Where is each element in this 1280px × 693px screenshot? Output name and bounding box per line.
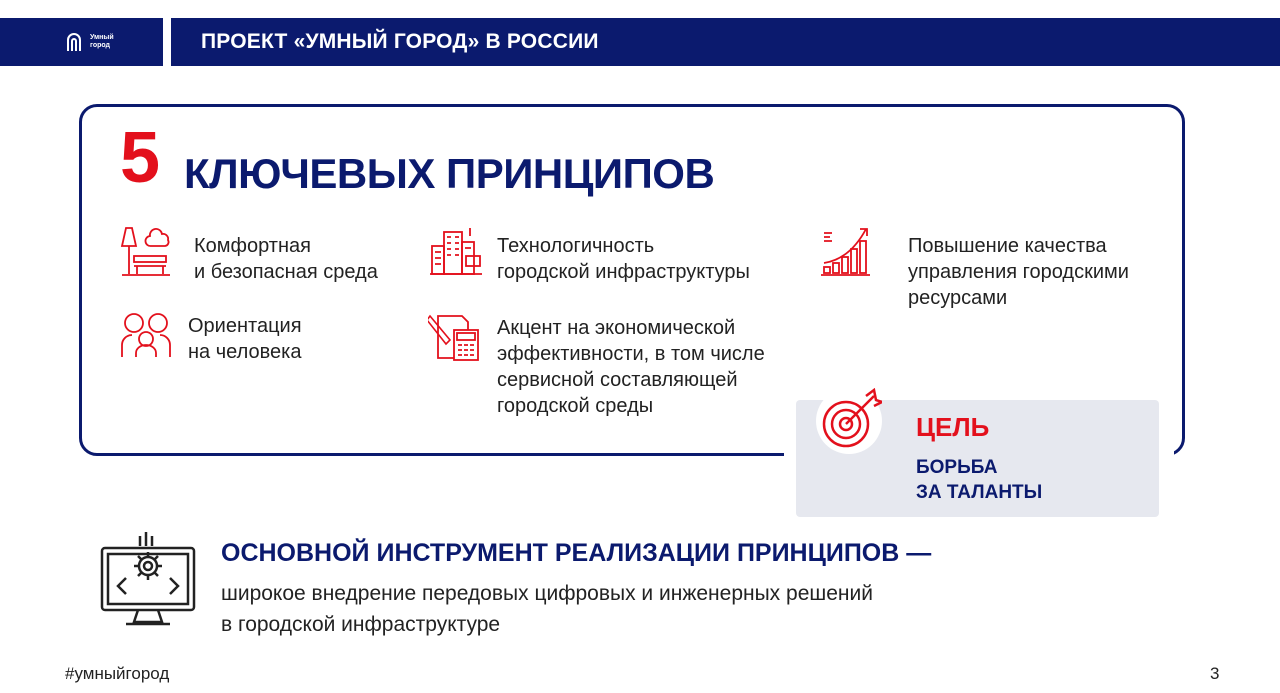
principle-line: управления городскими — [908, 261, 1129, 283]
computer-gear-icon — [98, 530, 198, 630]
page-title: ПРОЕКТ «УМНЫЙ ГОРОД» В РОССИИ — [201, 30, 599, 53]
principle-economic-efficiency — [497, 315, 765, 419]
principle-line: Комфортная — [194, 235, 311, 257]
growth-chart-icon — [820, 223, 874, 279]
page-number: 3 — [1210, 664, 1220, 683]
hashtag: #умныйгород — [65, 664, 170, 683]
principle-technology — [497, 233, 750, 285]
tool-title: ОСНОВНОЙ ИНСТРУМЕНТ РЕАЛИЗАЦИИ ПРИНЦИПОВ — — [221, 539, 932, 567]
principle-line: на человека — [188, 341, 302, 363]
principle-line: эффективности, в том числе — [497, 343, 765, 365]
principle-line: Технологичность — [497, 235, 655, 257]
principle-line: Повышение качества — [908, 235, 1107, 257]
principle-resource-management — [908, 233, 1129, 311]
principles-title: КЛЮЧЕВЫХ ПРИНЦИПОВ — [184, 150, 715, 197]
calculator-document-icon — [428, 310, 482, 362]
smart-city-logo-icon — [64, 31, 84, 53]
logo-text — [90, 34, 114, 50]
principle-line: городской инфраструктуры — [497, 261, 750, 283]
logo-line1: Умный — [90, 34, 114, 41]
principles-count: 5 — [120, 118, 161, 198]
principle-line: ресурсами — [908, 287, 1008, 309]
goal-icon-wrap — [816, 388, 882, 454]
header-bar — [171, 18, 1280, 66]
principle-comfortable-environment — [194, 233, 378, 285]
logo-box — [0, 18, 163, 66]
city-buildings-icon — [430, 226, 482, 278]
tool-line: в городской инфраструктуре — [221, 613, 501, 636]
principle-line: Ориентация — [188, 315, 302, 337]
principle-line: городской среды — [497, 395, 654, 417]
logo-line2: город — [90, 42, 111, 49]
goal-text — [916, 455, 1042, 505]
family-icon — [120, 311, 172, 359]
principle-line: сервисной составляющей — [497, 369, 738, 391]
principle-line: и безопасная среда — [194, 261, 378, 283]
principle-human-orientation — [188, 313, 302, 365]
goal-title: ЦЕЛЬ — [916, 412, 990, 442]
target-icon — [816, 388, 882, 454]
principle-line: Акцент на экономической — [497, 317, 736, 339]
tool-text — [221, 578, 873, 640]
park-bench-icon — [120, 226, 172, 278]
goal-line: ЗА ТАЛАНТЫ — [916, 482, 1043, 503]
goal-line: БОРЬБА — [916, 457, 998, 478]
tool-line: широкое внедрение передовых цифровых и инженерных решений — [221, 582, 873, 605]
